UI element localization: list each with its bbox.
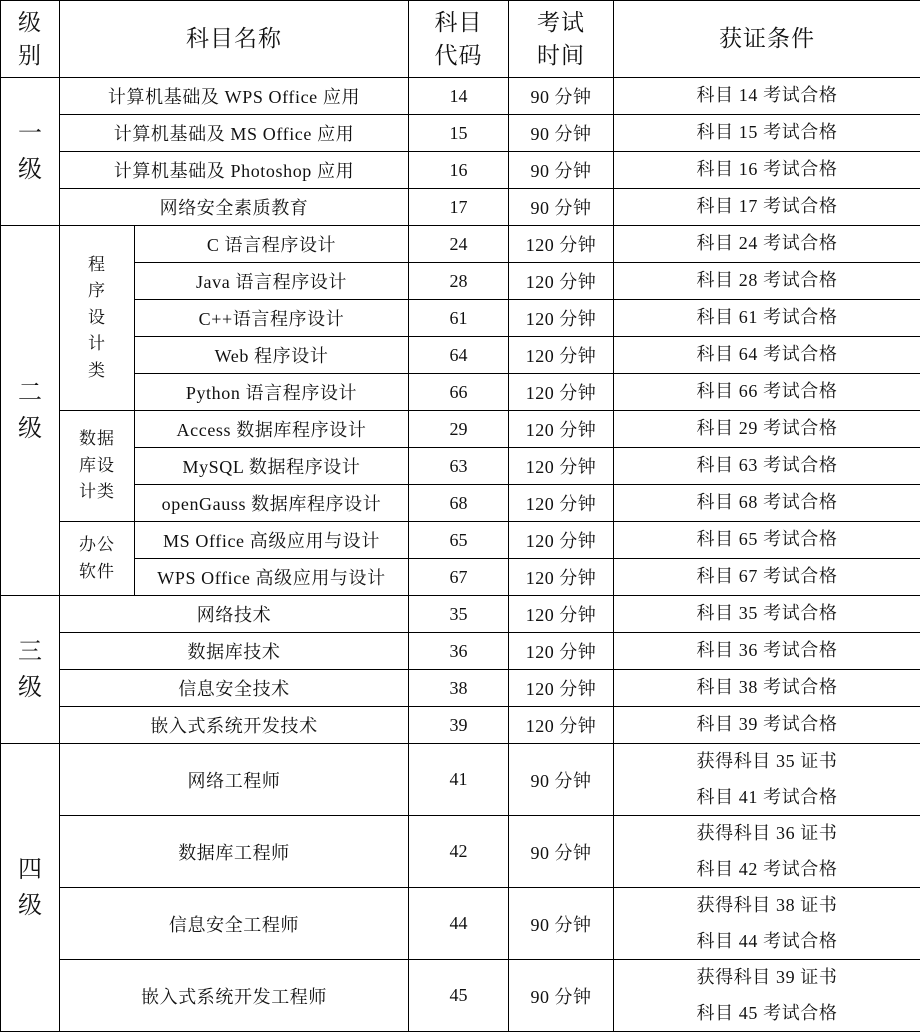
exam-time-cell: 90 分钟 (509, 960, 614, 1032)
exam-time-cell: 120 分钟 (509, 596, 614, 633)
certificate-condition-line: 科目 36 考试合格 (696, 640, 838, 661)
certificate-condition-cell (614, 888, 920, 960)
certificate-condition-line: 科目 29 考试合格 (696, 418, 838, 439)
certificate-condition-cell (614, 485, 920, 522)
subject-code-cell: 45 (409, 960, 509, 1032)
subject-name-cell: 网络技术 (60, 596, 409, 633)
subject-code-cell: 68 (409, 485, 509, 522)
subject-name-cell: Access 数据库程序设计 (135, 411, 409, 448)
subject-name-cell: 计算机基础及 MS Office 应用 (60, 115, 409, 152)
subject-name-cell: 信息安全工程师 (60, 888, 409, 960)
certificate-condition-cell (614, 189, 920, 226)
subject-code-cell: 15 (409, 115, 509, 152)
exam-time-cell: 120 分钟 (509, 300, 614, 337)
subject-name-cell: 嵌入式系统开发工程师 (60, 960, 409, 1032)
table-row (1, 448, 920, 485)
exam-time-cell: 90 分钟 (509, 115, 614, 152)
column-header-subject-code-line: 科目 (434, 8, 483, 35)
table-header (1, 1, 920, 78)
exam-time-cell: 90 分钟 (509, 152, 614, 189)
certificate-condition-line: 科目 65 考试合格 (696, 529, 838, 550)
subcategory-cell (60, 226, 135, 411)
certificate-condition-line: 科目 44 考试合格 (696, 930, 838, 951)
exam-time-cell: 120 分钟 (509, 263, 614, 300)
subject-name-cell: Web 程序设计 (135, 337, 409, 374)
subject-code-cell: 63 (409, 448, 509, 485)
certificate-condition-cell (614, 670, 920, 707)
certificate-condition-cell (614, 707, 920, 744)
subcategory-cell-line: 软件 (79, 561, 115, 581)
certificate-condition-line: 科目 41 考试合格 (696, 786, 838, 807)
level-cell-char: 级 (18, 891, 42, 919)
subject-name-cell: Java 语言程序设计 (135, 263, 409, 300)
certificate-condition-cell (614, 744, 920, 816)
subject-name-cell: WPS Office 高级应用与设计 (135, 559, 409, 596)
table-row (1, 707, 920, 744)
certificate-condition-cell (614, 226, 920, 263)
table-row (1, 596, 920, 633)
certificate-condition-cell (614, 300, 920, 337)
certificate-condition-line: 科目 38 考试合格 (696, 677, 838, 698)
column-header-exam-time-line: 考试 (537, 8, 585, 35)
subcategory-cell-line: 类 (88, 360, 106, 380)
subject-code-cell: 39 (409, 707, 509, 744)
subcategory-cell-line: 数据 (79, 429, 115, 449)
exam-time-cell: 120 分钟 (509, 226, 614, 263)
subject-code-cell: 66 (409, 374, 509, 411)
level-cell-char: 级 (18, 673, 42, 701)
subject-name-cell: 数据库工程师 (60, 816, 409, 888)
column-header-subject-code (409, 1, 509, 78)
table-row (1, 485, 920, 522)
subject-name-cell: openGauss 数据库程序设计 (135, 485, 409, 522)
table-row (1, 744, 920, 816)
certificate-condition-line: 科目 42 考试合格 (696, 858, 838, 879)
column-header-subject-code-line: 代码 (434, 42, 483, 68)
certificate-condition-line: 科目 67 考试合格 (696, 566, 838, 587)
subject-name-cell: C++语言程序设计 (135, 300, 409, 337)
level-cell (1, 744, 60, 1032)
subject-name-cell: 网络工程师 (60, 744, 409, 816)
table-row (1, 300, 920, 337)
certificate-condition-line: 科目 64 考试合格 (696, 344, 838, 365)
table-row (1, 816, 920, 888)
certificate-condition-line: 科目 68 考试合格 (696, 492, 838, 513)
subject-code-cell: 35 (409, 596, 509, 633)
table-row (1, 152, 920, 189)
table-row (1, 115, 920, 152)
subject-code-cell: 16 (409, 152, 509, 189)
exam-time-cell: 120 分钟 (509, 559, 614, 596)
exam-time-cell: 120 分钟 (509, 411, 614, 448)
column-header-exam-time (509, 1, 614, 78)
table-row (1, 633, 920, 670)
level-cell-char: 三 (18, 637, 42, 665)
exam-time-cell: 120 分钟 (509, 448, 614, 485)
certificate-condition-line: 科目 66 考试合格 (696, 381, 838, 402)
level-cell-char: 级 (18, 155, 42, 183)
subject-code-cell: 41 (409, 744, 509, 816)
subcategory-cell (60, 522, 135, 596)
subcategory-cell (60, 411, 135, 522)
subject-code-cell: 28 (409, 263, 509, 300)
certificate-condition-line: 科目 15 考试合格 (696, 122, 838, 143)
certificate-condition-line: 科目 24 考试合格 (696, 233, 838, 254)
level-cell-char: 四 (18, 855, 42, 883)
certificate-condition-cell (614, 816, 920, 888)
table-row (1, 337, 920, 374)
table-row (1, 374, 920, 411)
subject-name-cell: 计算机基础及 WPS Office 应用 (60, 78, 409, 115)
level-cell (1, 78, 60, 226)
subcategory-cell-line: 计 (88, 334, 106, 354)
subcategory-cell-line: 库设 (79, 455, 115, 475)
certificate-condition-line: 科目 17 考试合格 (696, 196, 838, 217)
subject-name-cell: Python 语言程序设计 (135, 374, 409, 411)
certificate-condition-cell (614, 263, 920, 300)
table-header-row (1, 1, 920, 78)
table-row (1, 559, 920, 596)
subject-code-cell: 17 (409, 189, 509, 226)
table-row (1, 189, 920, 226)
certificate-condition-cell (614, 559, 920, 596)
subject-code-cell: 44 (409, 888, 509, 960)
column-header-level (1, 1, 60, 78)
exam-time-cell: 90 分钟 (509, 189, 614, 226)
subject-code-cell: 67 (409, 559, 509, 596)
subject-name-cell: 数据库技术 (60, 633, 409, 670)
level-cell (1, 596, 60, 744)
level-cell (1, 226, 60, 596)
certificate-condition-cell (614, 411, 920, 448)
certificate-condition-line: 科目 39 考试合格 (696, 714, 838, 735)
certificate-condition-line: 科目 28 考试合格 (696, 270, 838, 291)
certificate-condition-cell (614, 337, 920, 374)
certificate-condition-line: 科目 45 考试合格 (696, 1002, 838, 1023)
subject-code-cell: 38 (409, 670, 509, 707)
certificate-condition-cell (614, 522, 920, 559)
subject-code-cell: 14 (409, 78, 509, 115)
subject-code-cell: 64 (409, 337, 509, 374)
certificate-condition-line: 获得科目 38 证书 (696, 895, 838, 916)
table-row (1, 888, 920, 960)
subject-code-cell: 36 (409, 633, 509, 670)
exam-time-cell: 90 分钟 (509, 888, 614, 960)
exam-time-cell: 120 分钟 (509, 633, 614, 670)
subcategory-cell-line: 计类 (79, 482, 115, 502)
exam-time-cell: 90 分钟 (509, 744, 614, 816)
subject-code-cell: 65 (409, 522, 509, 559)
subject-code-cell: 42 (409, 816, 509, 888)
column-header-exam-time-line: 时间 (537, 42, 585, 68)
column-header-level-line: 别 (18, 42, 42, 68)
subject-code-cell: 29 (409, 411, 509, 448)
level-cell-char: 级 (18, 414, 42, 442)
certificate-condition-line: 科目 63 考试合格 (696, 455, 838, 476)
level-cell-char: 一 (18, 119, 42, 147)
table-row (1, 263, 920, 300)
exam-time-cell: 120 分钟 (509, 707, 614, 744)
certificate-condition-cell (614, 374, 920, 411)
table-row (1, 78, 920, 115)
exam-time-cell: 120 分钟 (509, 522, 614, 559)
column-header-certificate-condition: 获证条件 (614, 1, 920, 78)
table-body (1, 78, 920, 1032)
certificate-condition-line: 科目 16 考试合格 (696, 159, 838, 180)
exam-time-cell: 120 分钟 (509, 670, 614, 707)
certificate-condition-cell (614, 448, 920, 485)
table-row (1, 960, 920, 1032)
table-row (1, 411, 920, 448)
certificate-condition-cell (614, 596, 920, 633)
table-row (1, 522, 920, 559)
table-row (1, 226, 920, 263)
subcategory-cell-line: 办公 (79, 535, 115, 555)
certificate-condition-cell (614, 960, 920, 1032)
certificate-condition-line: 获得科目 39 证书 (696, 967, 838, 988)
certificate-condition-line: 科目 61 考试合格 (696, 307, 838, 328)
table-row (1, 670, 920, 707)
certificate-condition-cell (614, 152, 920, 189)
level-cell-char: 二 (18, 378, 42, 406)
subcategory-cell-line: 序 (88, 281, 106, 301)
column-header-level-line: 级 (18, 8, 42, 35)
subject-name-cell: MS Office 高级应用与设计 (135, 522, 409, 559)
subject-name-cell: 网络安全素质教育 (60, 189, 409, 226)
exam-time-cell: 90 分钟 (509, 78, 614, 115)
subject-name-cell: 嵌入式系统开发技术 (60, 707, 409, 744)
subcategory-cell-line: 设 (88, 307, 106, 327)
exam-time-cell: 120 分钟 (509, 485, 614, 522)
subject-name-cell: 计算机基础及 Photoshop 应用 (60, 152, 409, 189)
subject-code-cell: 61 (409, 300, 509, 337)
subcategory-cell-line: 程 (88, 255, 106, 275)
subject-name-cell: C 语言程序设计 (135, 226, 409, 263)
exam-time-cell: 120 分钟 (509, 337, 614, 374)
subject-name-cell: 信息安全技术 (60, 670, 409, 707)
exam-time-cell: 90 分钟 (509, 816, 614, 888)
certificate-condition-line: 科目 35 考试合格 (696, 603, 838, 624)
subject-code-cell: 24 (409, 226, 509, 263)
certificate-condition-cell (614, 78, 920, 115)
exam-time-cell: 120 分钟 (509, 374, 614, 411)
certificate-condition-line: 获得科目 35 证书 (696, 751, 838, 772)
column-header-subject-name: 科目名称 (60, 1, 409, 78)
certificate-condition-cell (614, 633, 920, 670)
subject-name-cell: MySQL 数据程序设计 (135, 448, 409, 485)
certificate-condition-line: 科目 14 考试合格 (696, 85, 838, 106)
certificate-condition-line: 获得科目 36 证书 (696, 823, 838, 844)
certificate-condition-cell (614, 115, 920, 152)
